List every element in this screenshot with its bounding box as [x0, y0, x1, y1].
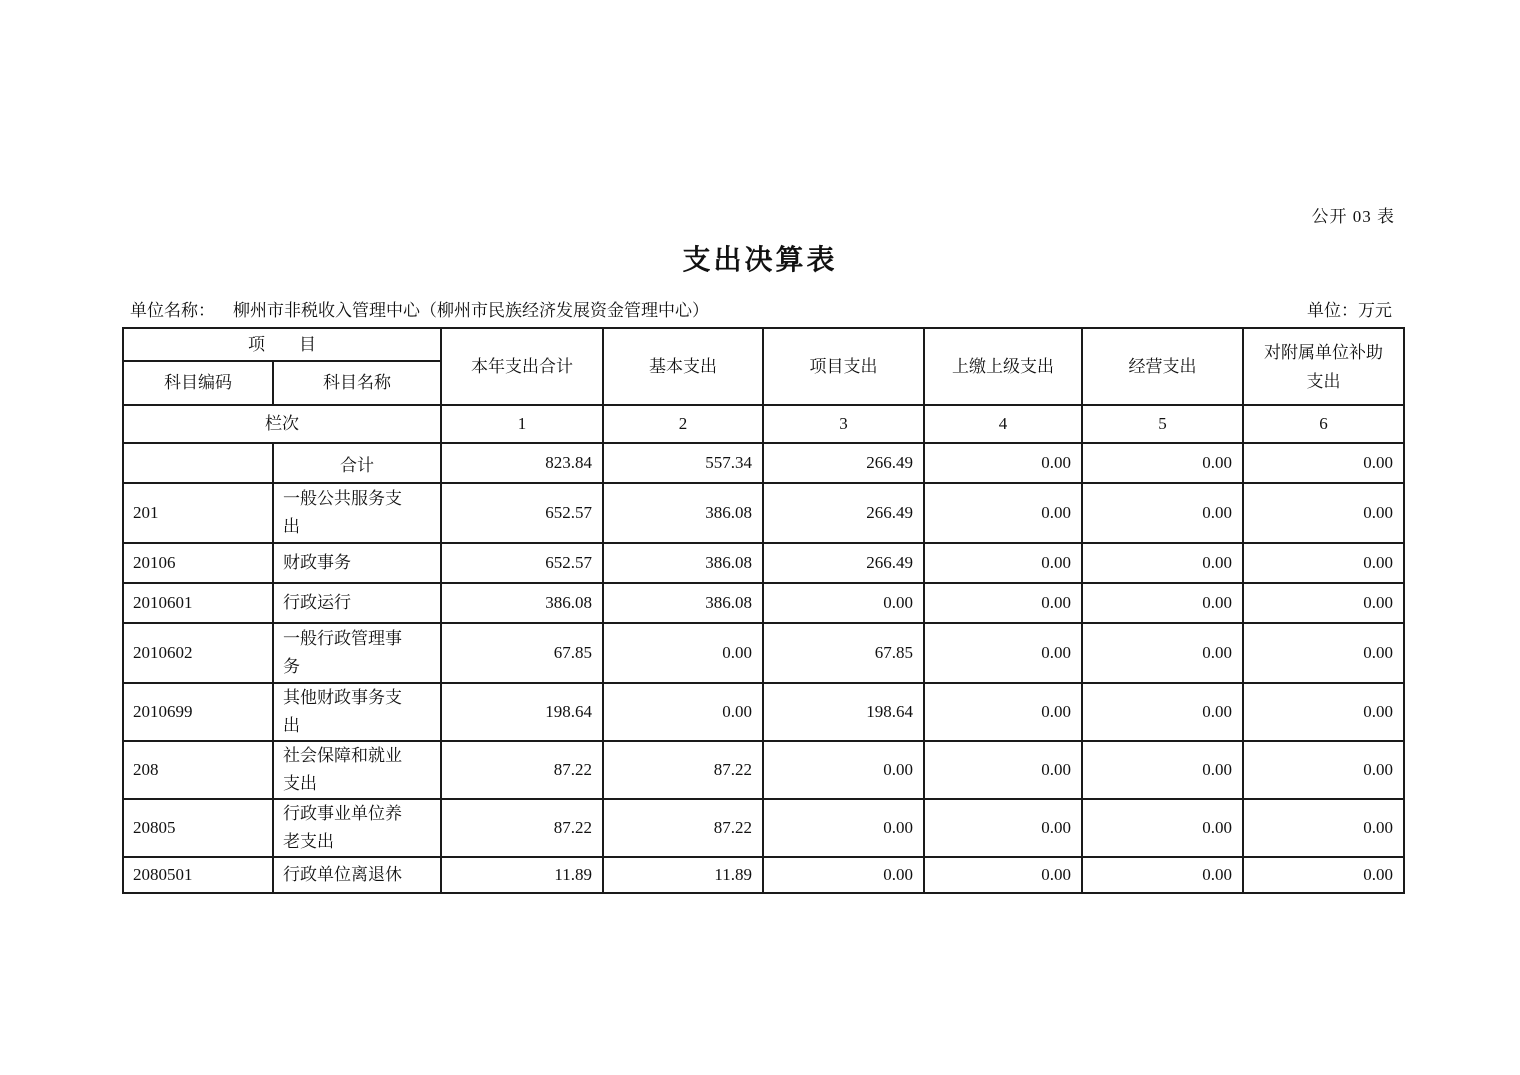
table-row	[123, 741, 1404, 799]
cell-value: 67.85	[763, 623, 924, 683]
table-row	[123, 799, 1404, 857]
cell-value: 0.00	[924, 799, 1082, 857]
cell-value: 0.00	[1082, 799, 1243, 857]
cell-code: 201	[123, 483, 273, 543]
cell-value: 386.08	[603, 483, 763, 543]
cell-value: 198.64	[441, 683, 603, 741]
cell-value: 266.49	[763, 543, 924, 583]
cell-code: 20106	[123, 543, 273, 583]
column-index-5: 5	[1082, 405, 1243, 443]
cell-name: 一般公共服务支出	[273, 483, 441, 543]
header-col-total: 本年支出合计	[441, 328, 603, 405]
unit-name-line	[130, 296, 709, 321]
cell-value: 0.00	[1082, 857, 1243, 893]
table-row	[123, 857, 1404, 893]
header-row-1	[123, 328, 1404, 361]
cell-code: 208	[123, 741, 273, 799]
cell-name: 合计	[273, 443, 441, 483]
cell-value: 0.00	[1082, 683, 1243, 741]
column-index-row	[123, 405, 1404, 443]
cell-value: 0.00	[924, 683, 1082, 741]
cell-value: 0.00	[1243, 683, 1404, 741]
cell-code	[123, 443, 273, 483]
cell-value: 0.00	[763, 799, 924, 857]
cell-value: 87.22	[603, 741, 763, 799]
unit-name-label: 单位名称：	[130, 301, 215, 320]
table-row	[123, 623, 1404, 683]
info-row	[130, 296, 1392, 321]
cell-code: 2010602	[123, 623, 273, 683]
cell-value: 0.00	[1243, 543, 1404, 583]
cell-value: 87.22	[603, 799, 763, 857]
cell-name: 财政事务	[273, 543, 441, 583]
cell-value: 87.22	[441, 799, 603, 857]
cell-code: 2010699	[123, 683, 273, 741]
header-col-basic: 基本支出	[603, 328, 763, 405]
header-col-upturned: 上缴上级支出	[924, 328, 1082, 405]
column-index-6: 6	[1243, 405, 1404, 443]
cell-code: 20805	[123, 799, 273, 857]
cell-value: 0.00	[1082, 623, 1243, 683]
header-col-operating: 经营支出	[1082, 328, 1243, 405]
page-title: 支出决算表	[682, 245, 838, 276]
cell-value: 198.64	[763, 683, 924, 741]
cell-value: 0.00	[1082, 741, 1243, 799]
header-item-group: 项 目	[123, 328, 441, 361]
cell-value: 0.00	[1243, 443, 1404, 483]
doc-number-label: 公开 03 表	[1311, 207, 1395, 226]
cell-value: 0.00	[1243, 799, 1404, 857]
cell-value: 67.85	[441, 623, 603, 683]
cell-value: 87.22	[441, 741, 603, 799]
cell-value: 0.00	[603, 623, 763, 683]
cell-code: 2080501	[123, 857, 273, 893]
cell-value: 386.08	[603, 543, 763, 583]
cell-value: 0.00	[1082, 543, 1243, 583]
header-subject-name: 科目名称	[273, 361, 441, 405]
table-row	[123, 583, 1404, 623]
cell-value: 0.00	[924, 443, 1082, 483]
header-subject-code: 科目编码	[123, 361, 273, 405]
cell-value: 386.08	[603, 583, 763, 623]
cell-value: 0.00	[1243, 857, 1404, 893]
cell-name: 行政事业单位养老支出	[273, 799, 441, 857]
cell-value: 652.57	[441, 483, 603, 543]
column-index-3: 3	[763, 405, 924, 443]
header-col-project: 项目支出	[763, 328, 924, 405]
cell-value: 0.00	[603, 683, 763, 741]
cell-value: 0.00	[924, 583, 1082, 623]
table-row	[123, 683, 1404, 741]
cell-value: 652.57	[441, 543, 603, 583]
cell-value: 0.00	[924, 483, 1082, 543]
unit-name-value: 柳州市非税收入管理中心（柳州市民族经济发展资金管理中心）	[233, 301, 709, 320]
cell-name: 行政运行	[273, 583, 441, 623]
cell-value: 266.49	[763, 483, 924, 543]
cell-value: 386.08	[441, 583, 603, 623]
currency-unit-label: 单位：万元	[1307, 301, 1392, 320]
cell-code: 2010601	[123, 583, 273, 623]
cell-value: 11.89	[441, 857, 603, 893]
cell-value: 266.49	[763, 443, 924, 483]
cell-value: 0.00	[924, 741, 1082, 799]
cell-value: 0.00	[1243, 483, 1404, 543]
cell-value: 0.00	[1243, 623, 1404, 683]
table-row	[123, 543, 1404, 583]
cell-value: 11.89	[603, 857, 763, 893]
cell-value: 0.00	[1243, 741, 1404, 799]
table-row	[123, 483, 1404, 543]
cell-value: 0.00	[1082, 443, 1243, 483]
cell-value: 0.00	[763, 741, 924, 799]
cell-value: 0.00	[924, 623, 1082, 683]
table-row-total	[123, 443, 1404, 483]
column-index-1: 1	[441, 405, 603, 443]
cell-name: 行政单位离退休	[273, 857, 441, 893]
column-index-2: 2	[603, 405, 763, 443]
column-index-4: 4	[924, 405, 1082, 443]
cell-value: 0.00	[924, 543, 1082, 583]
cell-value: 0.00	[763, 583, 924, 623]
cell-value: 0.00	[1082, 583, 1243, 623]
cell-value: 0.00	[924, 857, 1082, 893]
column-index-label: 栏次	[123, 405, 441, 443]
expenditure-table	[122, 327, 1405, 894]
cell-value: 0.00	[1243, 583, 1404, 623]
cell-value: 0.00	[1082, 483, 1243, 543]
cell-name: 一般行政管理事务	[273, 623, 441, 683]
cell-name: 其他财政事务支出	[273, 683, 441, 741]
cell-value: 557.34	[603, 443, 763, 483]
cell-value: 823.84	[441, 443, 603, 483]
cell-name: 社会保障和就业支出	[273, 741, 441, 799]
header-col-subsidy: 对附属单位补助支出	[1243, 328, 1404, 405]
cell-value: 0.00	[763, 857, 924, 893]
